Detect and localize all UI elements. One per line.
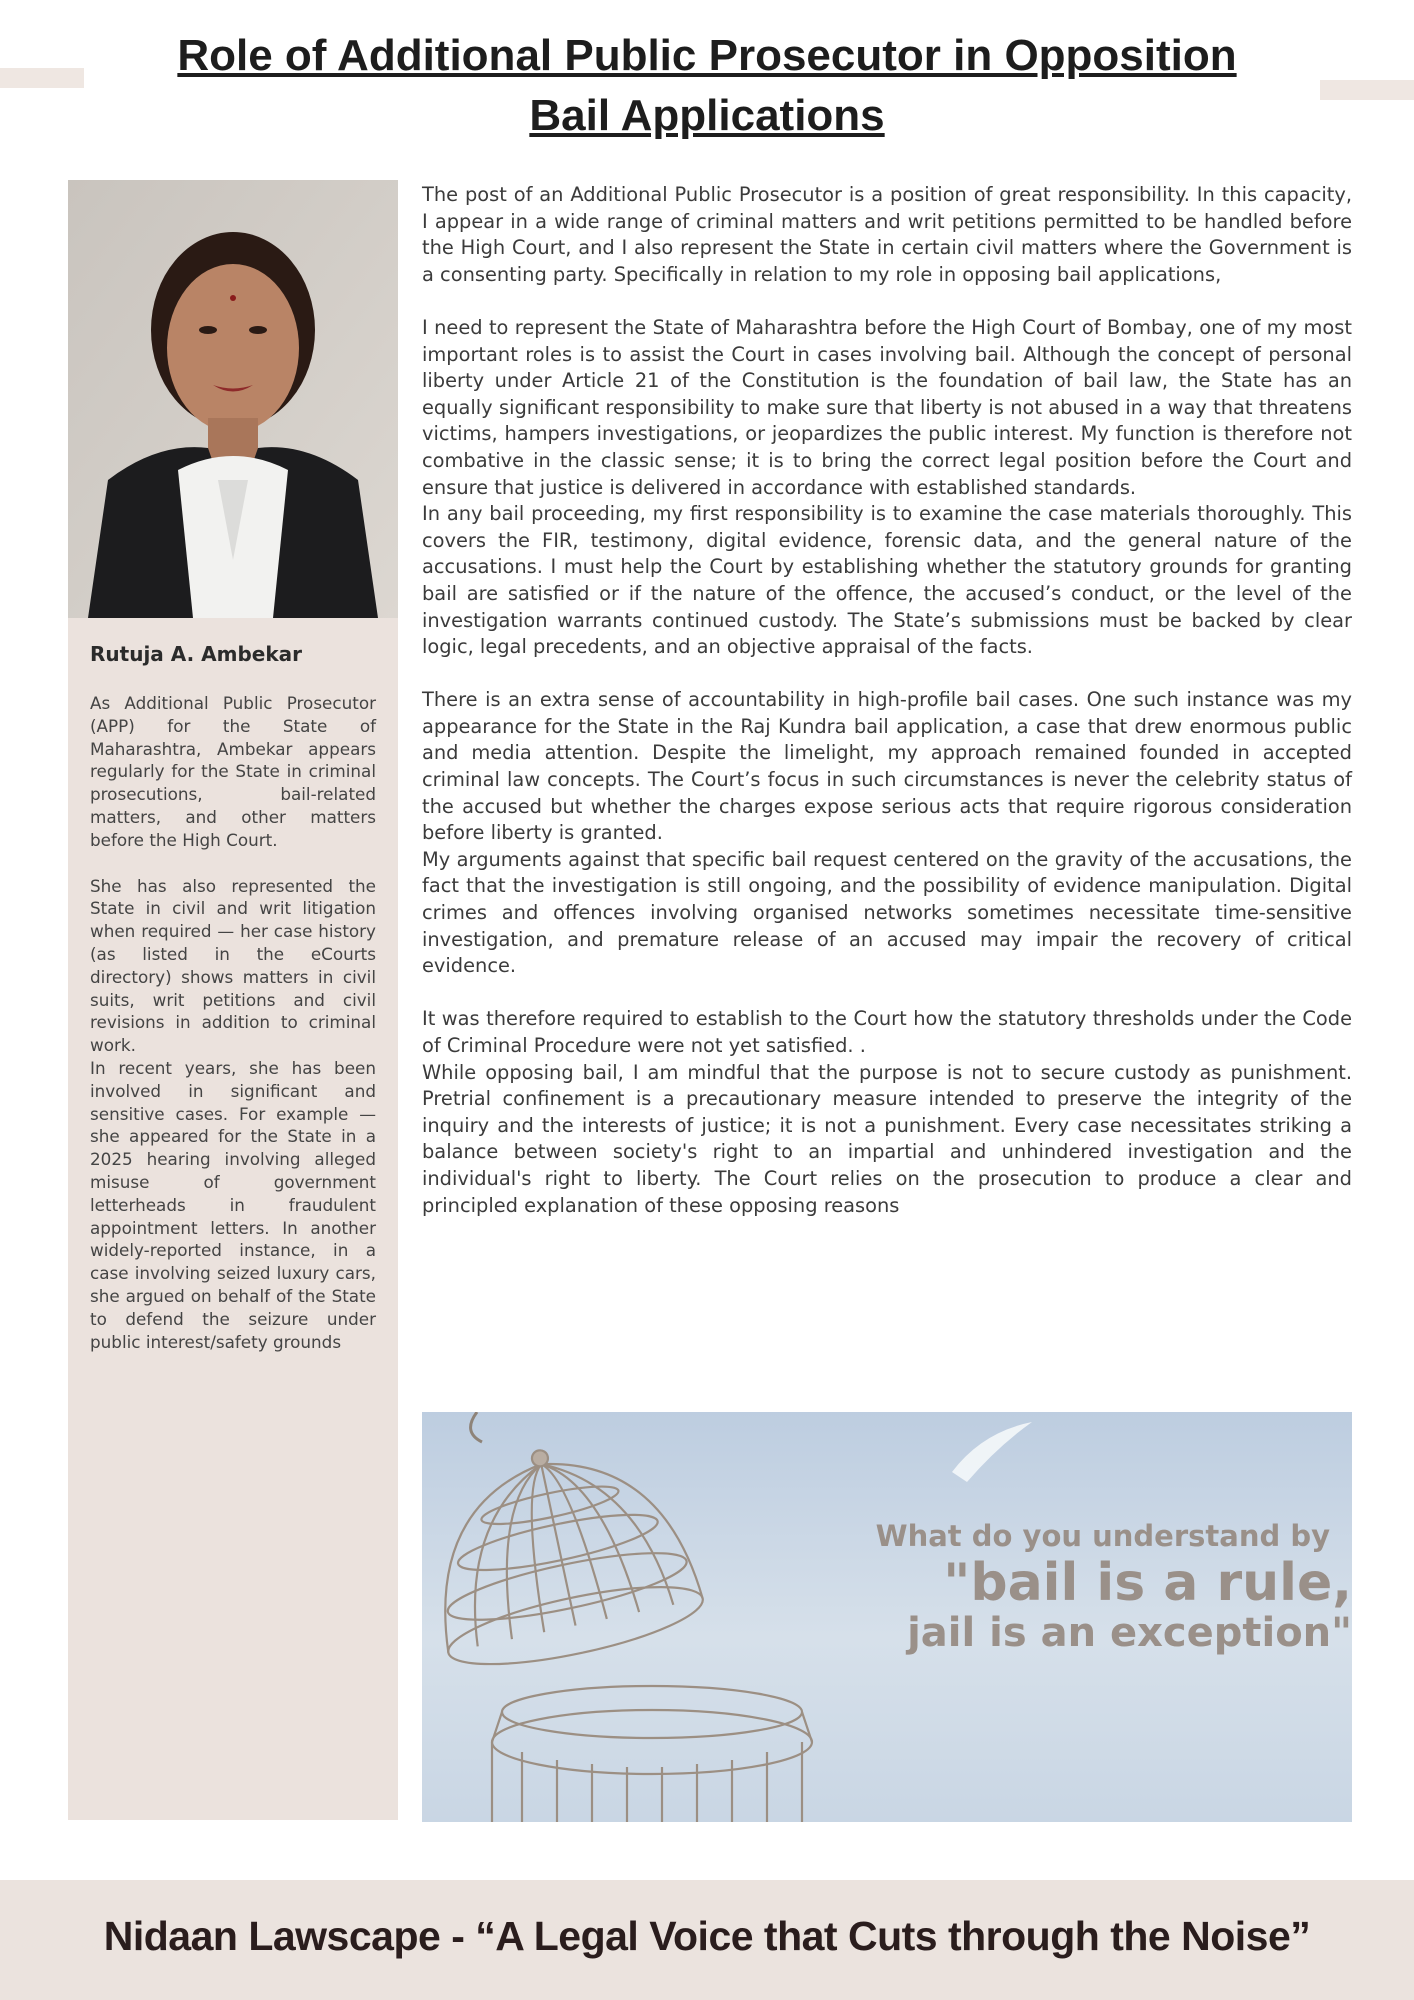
title-line-1: Role of Additional Public Prosecutor in Opposition xyxy=(177,31,1237,80)
article-paragraph: My arguments against that specific bail request centered on the gravity of the accusations, the fact that the investigation is still ongoing, and the possibility of evidence manipulation. Digital crimes and offences involving organised networks sometimes necessitate time-sensitive investigation, and premature release of an accused may impair the recovery of critical evidence. xyxy=(422,847,1352,978)
article-paragraph: It was therefore required to establish to the Court how the statutory thresholds under the Code of Criminal Procedure were not yet satisfied. . xyxy=(422,1007,1352,1057)
article-paragraph: In any bail proceeding, my first responsibility is to examine the case materials thoroughly. This covers the FIR, testimony, digital evidence, forensic data, and the general nature of the accusations. I must help the Court by establishing whether the statutory grounds for granting bail are satisfied or if the nature of the offence, the accused’s conduct, or the level of the investigation warrants continued custody. The State’s submissions must be backed by clear logic, legal precedents, and an objective appraisal of the facts. xyxy=(422,502,1352,659)
author-name: Rutuja A. Ambekar xyxy=(90,642,303,666)
title-line-2: Bail Applications xyxy=(529,91,885,140)
page-title xyxy=(0,26,1414,146)
banner-quote-line-3: jail is an exception" xyxy=(907,1610,1352,1656)
bail-banner-image xyxy=(422,1412,1352,1822)
footer-tagline: Nidaan Lawscape - “A Legal Voice that Cuts through the Noise” xyxy=(103,1913,1311,1959)
portrait-illustration xyxy=(68,180,398,618)
article-paragraph: There is an extra sense of accountability in high-profile bail cases. One such instance was my appearance for the State in the Raj Kundra bail application, a case that drew enormous public and media attention. Despite the limelight, my approach remained founded in accepted criminal law concepts. The Court’s focus in such circumstances is never the celebrity status of the accused but whether the charges expose serious acts that require rigorous consideration before liberty is granted. xyxy=(422,688,1352,845)
article-body xyxy=(422,182,1352,1219)
bio-paragraph: As Additional Public Prosecutor (APP) for the State of Maharashtra, Ambekar appears regularly for the State in criminal prosecutions, bail-related matters, and other matters before the High Court. xyxy=(90,693,376,850)
author-bio xyxy=(90,692,376,1353)
footer-bar xyxy=(0,1880,1414,2000)
article-paragraph: While opposing bail, I am mindful that the purpose is not to secure custody as punishment. Pretrial confinement is a precautionary measure intended to preserve the integrity of the inquiry and the interests of justice; it is not a punishment. Every case necessitates striking a balance between society's right to an impartial and unhindered investigation and the individual's right to liberty. The Court relies on the prosecution to produce a clear and principled explanation of these opposing reasons xyxy=(422,1060,1352,1217)
article-paragraph: I need to represent the State of Maharashtra before the High Court of Bombay, one of my most important roles is to assist the Court in cases involving bail. Although the concept of personal liberty under Article 21 of the Constitution is the foundation of bail law, the State has an equally significant responsibility to make sure that liberty is not abused in a way that threatens victims, hampers investigations, or jeopardizes the public interest. My function is therefore not combative in the classic sense; it is to bring the correct legal position before the Court and ensure that justice is delivered in accordance with established standards. xyxy=(422,315,1352,499)
banner-quote-line-2: "bail is a rule, xyxy=(943,1553,1352,1613)
author-sidebar xyxy=(68,180,398,1820)
bio-paragraph: She has also represented the State in civil and writ litigation when required — her case history (as listed in the eCourts directory) shows matters in civil suits, writ petitions and civil revisions in addition to criminal work. xyxy=(90,875,376,1056)
article-paragraph: The post of an Additional Public Prosecutor is a position of great responsibility. In this capacity, I appear in a wide range of criminal matters and writ petitions permitted to be handled before the High Court, and I also represent the State in certain civil matters where the Government is a consenting party. Specifically in relation to my role in opposing bail applications, xyxy=(422,183,1352,286)
banner-quote-line-1: What do you understand by xyxy=(875,1519,1330,1553)
banner-quote xyxy=(732,1516,1352,1656)
author-photo xyxy=(68,180,398,618)
bio-paragraph: In recent years, she has been involved in significant and sensitive cases. For example — she appeared for the State in a 2025 hearing involving alleged misuse of government letterheads in fraudulent appointment letters. In another widely-reported instance, in a case involving seized luxury cars, she argued on behalf of the State to defend the seizure under public interest/safety grounds xyxy=(90,1057,376,1352)
